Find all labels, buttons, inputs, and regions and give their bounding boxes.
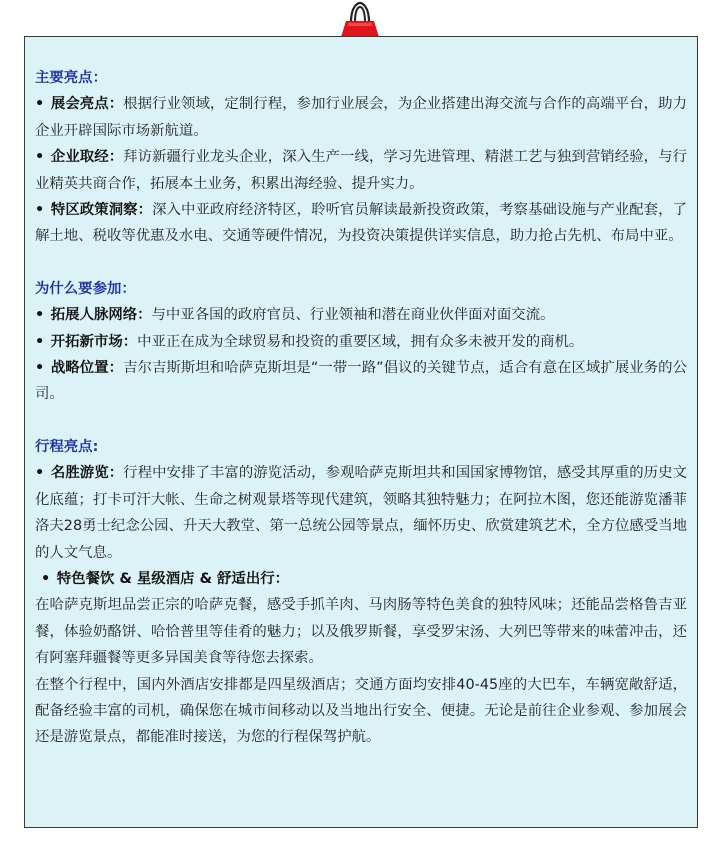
list-item (35, 460, 687, 566)
section-heading: 行程亮点: (35, 438, 99, 455)
list-item (35, 355, 687, 408)
item-text: 深入中亚政府经济特区，聆听官员解读最新投资政策，考察基础设施与产业配套，了解土地、税收等优惠及水电、交通等硬件情况，为投资决策提供详实信息，助力抢占先机、布局中亚。 (35, 202, 687, 245)
sub-heading-item (35, 566, 687, 592)
item-text: 行程中安排了丰富的游览活动，参观哈萨克斯坦共和国国家博物馆，感受其厚重的历史文化底蕴；打卡可汗大帐、生命之树观景塔等现代建筑，领略其独特魅力；在阿拉木图，您还能游览潘菲洛夫28勇士纪念公园、升天大教堂、第一总统公园等景点，缅怀历史、欣赏建筑艺术，全方位感受当地的人文气息。 (35, 465, 687, 561)
item-label: 特区政策洞察： (50, 202, 153, 219)
list-item (35, 144, 687, 197)
section-itinerary (35, 434, 687, 751)
bullet: • (35, 333, 45, 350)
sub-heading: 特色餐饮 & 星级酒店 & 舒适出行： (56, 570, 289, 587)
item-label: 开拓新市场： (50, 333, 138, 350)
bullet: • (35, 360, 45, 377)
item-text: 与中亚各国的政府官员、行业领袖和潜在商业伙伴面对面交流。 (151, 307, 555, 324)
section-why-join (35, 276, 687, 408)
item-label: 战略位置： (50, 360, 124, 377)
bullet: • (35, 202, 45, 219)
section-heading: 主要亮点： (35, 70, 107, 86)
list-item (35, 197, 687, 250)
bullet: • (35, 465, 45, 482)
bullet: • (35, 149, 45, 166)
item-label: 企业取经： (50, 149, 124, 166)
bullet: • (41, 570, 51, 587)
section-heading: 为什么要参加： (35, 280, 136, 297)
list-item (35, 329, 687, 355)
item-text: 根据行业领域，定制行程，参加行业展会，为企业搭建出海交流与合作的高端平台，助力企业开辟国际市场新航道。 (35, 96, 687, 139)
paragraph: 在整个行程中，国内外酒店安排都是四星级酒店；交通方面均安排40-45座的大巴车，车辆宽敞舒适，配备经验丰富的司机，确保您在城市间移动以及当地出行安全、便捷。无论是前往企业参观、参加展会还是游览景点，都能准时接送，为您的行程保驾护航。 (35, 676, 687, 746)
item-text: 吉尔吉斯斯坦和哈萨克斯坦是“一带一路”倡议的关键节点，适合有意在区域扩展业务的公司。 (35, 360, 687, 403)
list-item (35, 91, 687, 144)
list-item (35, 302, 687, 328)
item-label: 名胜游览： (50, 465, 124, 482)
item-label: 拓展人脉网络： (50, 307, 152, 324)
paragraph: 在哈萨克斯坦品尝正宗的哈萨克餐，感受手抓羊肉、马肉肠等特色美食的独特风味；还能品尝格鲁吉亚餐，体验奶酪饼、哈恰普里等佳肴的魅力；以及俄罗斯餐，享受罗宋汤、大列巴等带来的味蕾冲击，还有阿塞拜疆餐等更多异国美食等待您去探索。 (35, 597, 687, 667)
section-highlights (35, 65, 687, 250)
item-label: 展会亮点： (50, 96, 124, 113)
item-text: 拜访新疆行业龙头企业，深入生产一线，学习先进管理、精湛工艺与独到营销经验，与行业精英共商合作，拓展本土业务，积累出海经验、提升实力。 (35, 149, 687, 192)
content-card (24, 36, 698, 828)
bullet: • (35, 307, 45, 324)
item-text: 中亚正在成为全球贸易和投资的重要区域，拥有众多未被开发的商机。 (137, 333, 584, 350)
bullet: • (35, 96, 45, 113)
